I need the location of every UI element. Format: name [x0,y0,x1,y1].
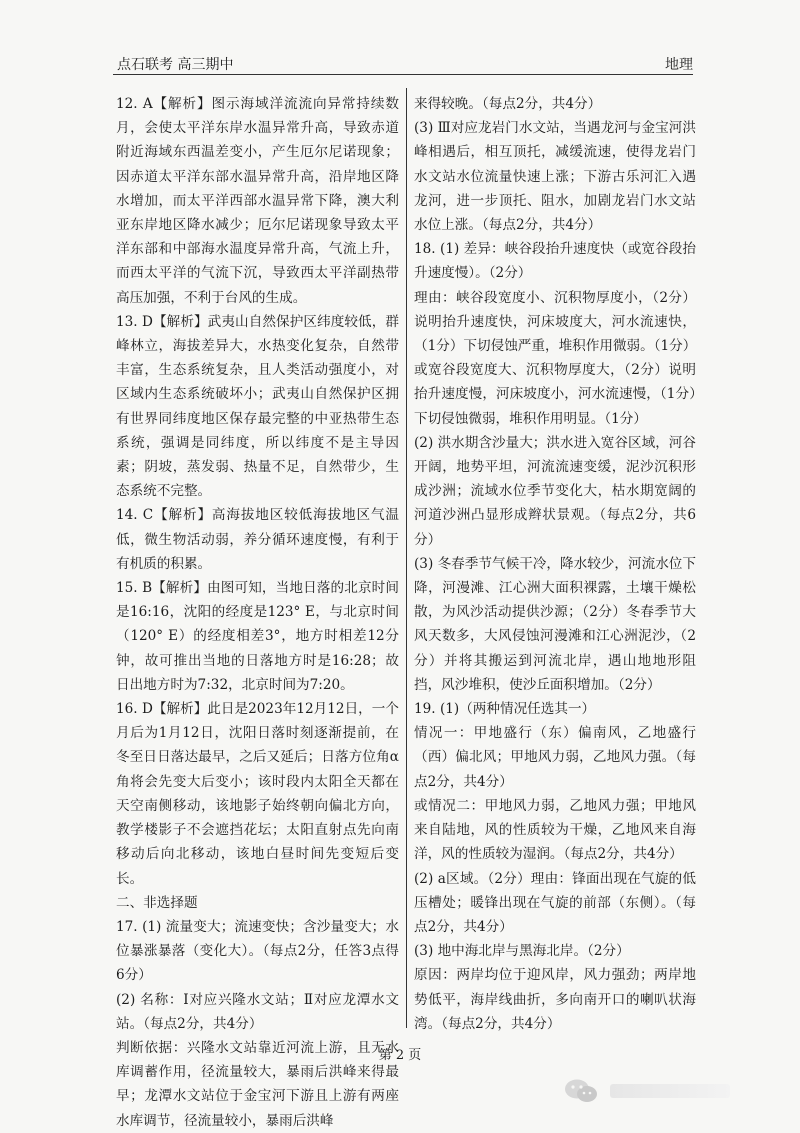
answer-item-q18-1-alt: 或宽谷段宽度大、沉积物厚度大，（2分）说明抬升速度慢，河床坡度小，河水流速慢，（1分）下切侵蚀微弱，堆积作用明显。（1分） [414,362,696,427]
answer-item-q15: 15. B【解析】由图可知，当地日落的北京时间是16:16，沈阳的经度是123° E，与北京时间（120° E）的经度相差3°，地方时相差12分钟，故可推出当地的日落地方时是16:28；故日出地方时为7:32，北京时间为7:20。 [116,580,399,693]
answer-item-q12: 12. A【解析】图示海域洋流流向异常持续数月，会使太平洋东岸水温异常升高，导致赤道附近海域东西温差变小，产生厄尔尼诺现象；因赤道太平洋东部水温异常升高，沿岸地区降水增加，而太平洋西部水温异常下降，澳大利亚东岸地区降水减少；厄尔尼诺现象导致太平洋东部和中部海水温度异常升高，气流上升，而西太平洋的气流下沉，导致西太平洋副热带高压加强，不利于台风的生成。 [116,96,399,306]
answer-item-q19-case2: 或情况二：甲地风力弱，乙地风力强；甲地风来自陆地，风的性质较为干燥，乙地风来自海洋，风的性质较为湿润。（每点2分，共4分） [414,797,696,863]
answer-item-q17-3: (3) Ⅲ对应龙岩门水文站，当遇龙河与金宝河洪峰相遇后，相互顶托，减缓流速，使得龙岩门水文站水位流量快速上涨；下游古乐河汇入遇龙河，进一步顶托、阻水，加剧龙岩门水文站水位上涨。（每点2分，共4分） [414,120,696,234]
header-subject: 地理 [665,57,693,73]
answer-item-q18-2: (2) 洪水期含沙量大；洪水进入宽谷区域，河谷开阔，地势平坦，河流流速变缓，泥沙沉积形成沙洲；流域水位季节变化大，枯水期宽阔的河道沙洲凸显形成辫状景观。（每点2分，共6分） [414,434,696,548]
right-column [414,92,696,1036]
answer-item-q19-case1: 情况一：甲地盛行（东）偏南风，乙地盛行（西）偏北风；甲地风力弱，乙地风力强。（每点2分，共4分） [414,725,696,790]
answer-item-q16: 16. D【解析】此日是2023年12月12日，一个月后为1月12日，沈阳日落时刻逐渐提前，在冬至日日落达最早，之后又延后；日落方位角α角将会先变大后变小；该时段内太阳全天都在天空南侧移动，该地影子始终朝向偏北方向，教学楼影子不会遮挡花坛；太阳直射点先向南移动后向北移动，该地白昼时间先变短后变长。 [116,701,399,887]
answer-item-q19-3-reason: 原因：两岸均位于迎风岸，风力强劲；两岸地势低平，海岸线曲折，多向南开口的喇叭状海湾。（每点2分，共4分） [414,967,696,1032]
header-exam-title: 点石联考 高三期中 [117,57,234,73]
answer-item-q13: 13. D【解析】武夷山自然保护区纬度较低，群峰林立，海拔差异大，水热变化复杂，自然带丰富，生态系统复杂，且人类活动强度小，对区域内生态系统破坏小；武夷山自然保护区拥有世界同纬度地区保存最完整的中亚热带生态系统，强调是同纬度，所以纬度不是主导因素；阴坡，蒸发弱、热量不足，自然带少，生态系统不完整。 [116,313,399,500]
answer-item-q17-2-basis: 判断依据：兴隆水文站靠近河流上游，且无水库调蓄作用，径流量较大，暴雨后洪峰来得最早；龙潭水文站位于金宝河下游且上游有两座水库调节，径流量较小，暴雨后洪峰 [116,1039,399,1129]
column-divider [406,88,407,1028]
answer-item-q19-2: (2) a区域。（2分）理由：锋面出现在气旋的低压槽处；暖锋出现在气旋的前部（东侧）。（每点2分，共4分） [414,870,696,935]
page-header [113,52,693,75]
page-number: 第 2 页 [378,1048,422,1063]
answer-item-q17-1: 17. (1) 流量变大；流速变快；含沙量变大；水位暴涨暴落（变化大）。（每点2分，任答3点得6分） [116,918,399,984]
answer-item-q17-2: (2) 名称：Ⅰ对应兴隆水文站；Ⅱ对应龙潭水文站。（每点2分，共4分） [116,991,399,1032]
answer-item-q19-3: (3) 地中海北岸与黑海北岸。（2分） [414,943,630,960]
section-heading-nonchoice: 二、非选择题 [116,894,198,911]
answer-item-q17-2-cont: 来得较晚。（每点2分，共4分） [414,96,602,112]
answer-item-q18-3: (3) 冬春季节气候干冷，降水较少，河流水位下降，河漫滩、江心洲大面积裸露，土壤干燥松散，为风沙活动提供沙源；（2分）冬春季节大风天数多，大风侵蚀河漫滩和江心洲泥沙，（2分）并将其搬运到河流北岸，遇山地地形阻挡，风沙堆积，使沙丘面积增加。（2分） [414,555,696,693]
answer-item-q14: 14. C【解析】高海拔地区较低海拔地区气温低，微生物活动弱，养分循环速度慢，有利于有机质的积累。 [116,507,399,572]
watermark [562,1072,742,1110]
watermark-text-blur [610,1084,730,1098]
answer-item-q18-1: 18. (1) 差异：峡谷段抬升速度快（或宽谷段抬升速度慢）。（2分） [414,241,696,282]
answer-item-q19-1: 19. (1)（两种情况任选其一） [414,701,596,718]
wechat-watermark-icon [562,1076,602,1106]
answer-item-q18-1-reason: 理由：峡谷段宽度小、沉积物厚度小，（2分）说明抬升速度快，河床坡度大，河水流速快，（1分）下切侵蚀严重，堆积作用微弱。（1分） [414,289,697,355]
left-column [116,92,399,1133]
